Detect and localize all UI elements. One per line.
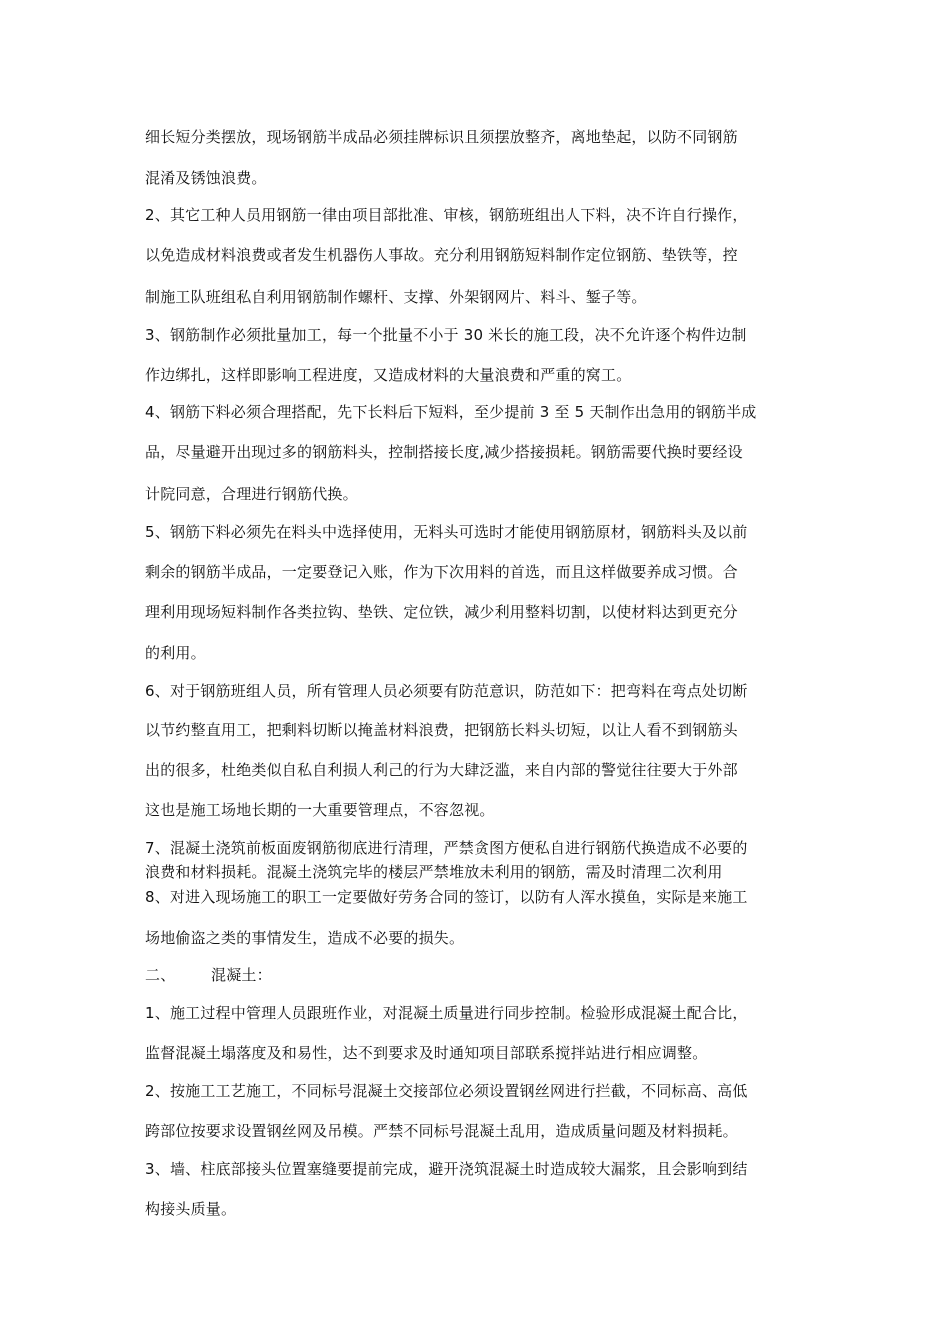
text-line: 剩余的钢筋半成品，一定要登记入账，作为下次用料的首选，而且这样做要养成习惯。合 xyxy=(145,563,738,581)
text-line: 6、对于钢筋班组人员，所有管理人员必须要有防范意识，防范如下：把弯料在弯点处切断 xyxy=(145,682,748,700)
text-line: 场地偷盗之类的事情发生，造成不必要的损失。 xyxy=(145,929,465,947)
text-line: 以节约整直用工，把剩料切断以掩盖材料浪费，把钢筋长料头切短，以让人看不到钢筋头 xyxy=(145,721,738,739)
text-line: 这也是施工场地长期的一大重要管理点，不容忽视。 xyxy=(145,801,495,819)
text-line: 的利用。 xyxy=(145,644,206,662)
text-line: 8、对进入现场施工的职工一定要做好劳务合同的签订，以防有人浑水摸鱼，实际是来施工 xyxy=(145,888,748,906)
text-line: 1、施工过程中管理人员跟班作业，对混凝土质量进行同步控制。检验形成混凝土配合比， xyxy=(145,1004,748,1022)
text-line: 3、钢筋制作必须批量加工，每一个批量不小于 30 米长的施工段，决不允许逐个构件边制 xyxy=(145,326,747,344)
text-line: 制施工队班组私自利用钢筋制作螺杆、支撑、外架钢网片、料斗、錾子等。 xyxy=(145,288,647,306)
text-line: 构接头质量。 xyxy=(145,1200,237,1218)
text-line: 品，尽量避开出现过多的钢筋料头，控制搭接长度,减少搭接损耗。钢筋需要代换时要经设 xyxy=(145,443,743,461)
text-line: 监督混凝土塌落度及和易性，达不到要求及时通知项目部联系搅拌站进行相应调整。 xyxy=(145,1044,708,1062)
text-line: 以免造成材料浪费或者发生机器伤人事故。充分利用钢筋短料制作定位钢筋、垫铁等，控 xyxy=(145,246,738,264)
section-title: 混凝土： xyxy=(211,966,272,984)
section-number: 二、 xyxy=(145,966,176,984)
text-line: 浪费和材料损耗。混凝土浇筑完毕的楼层严禁堆放未利用的钢筋，需及时清理二次利用 xyxy=(145,863,723,881)
text-line: 7、混凝土浇筑前板面废钢筋彻底进行清理，严禁贪图方便私自进行钢筋代换造成不必要的 xyxy=(145,839,748,857)
section-heading xyxy=(145,965,815,985)
text-line: 4、钢筋下料必须合理搭配，先下长料后下短料，至少提前 3 至 5 天制作出急用的钢筋半成 xyxy=(145,403,757,421)
text-line: 2、按施工工艺施工，不同标号混凝土交接部位必须设置钢丝网进行拦截，不同标高、高低 xyxy=(145,1082,748,1100)
text-line: 5、钢筋下料必须先在料头中选择使用，无料头可选时才能使用钢筋原材，钢筋料头及以前 xyxy=(145,523,748,541)
text-line: 跨部位按要求设置钢丝网及吊模。严禁不同标号混凝土乱用，造成质量问题及材料损耗。 xyxy=(145,1122,738,1140)
text-line: 作边绑扎，这样即影响工程进度，又造成材料的大量浪费和严重的窝工。 xyxy=(145,366,632,384)
text-line: 理利用现场短料制作各类拉钩、垫铁、定位铁，减少利用整料切割，以使材料达到更充分 xyxy=(145,603,738,621)
text-line: 2、其它工种人员用钢筋一律由项目部批准、审核，钢筋班组出人下料，决不许自行操作， xyxy=(145,206,748,224)
text-line: 计院同意，合理进行钢筋代换。 xyxy=(145,485,358,503)
text-line: 混淆及锈蚀浪费。 xyxy=(145,169,267,187)
text-line: 3、墙、柱底部接头位置塞缝要提前完成，避开浇筑混凝土时造成较大漏浆，且会影响到结 xyxy=(145,1160,748,1178)
text-line: 出的很多，杜绝类似自私自利损人利己的行为大肆泛滥，来自内部的警觉往往要大于外部 xyxy=(145,761,738,779)
text-line: 细长短分类摆放，现场钢筋半成品必须挂牌标识且须摆放整齐，离地垫起，以防不同钢筋 xyxy=(145,128,738,146)
